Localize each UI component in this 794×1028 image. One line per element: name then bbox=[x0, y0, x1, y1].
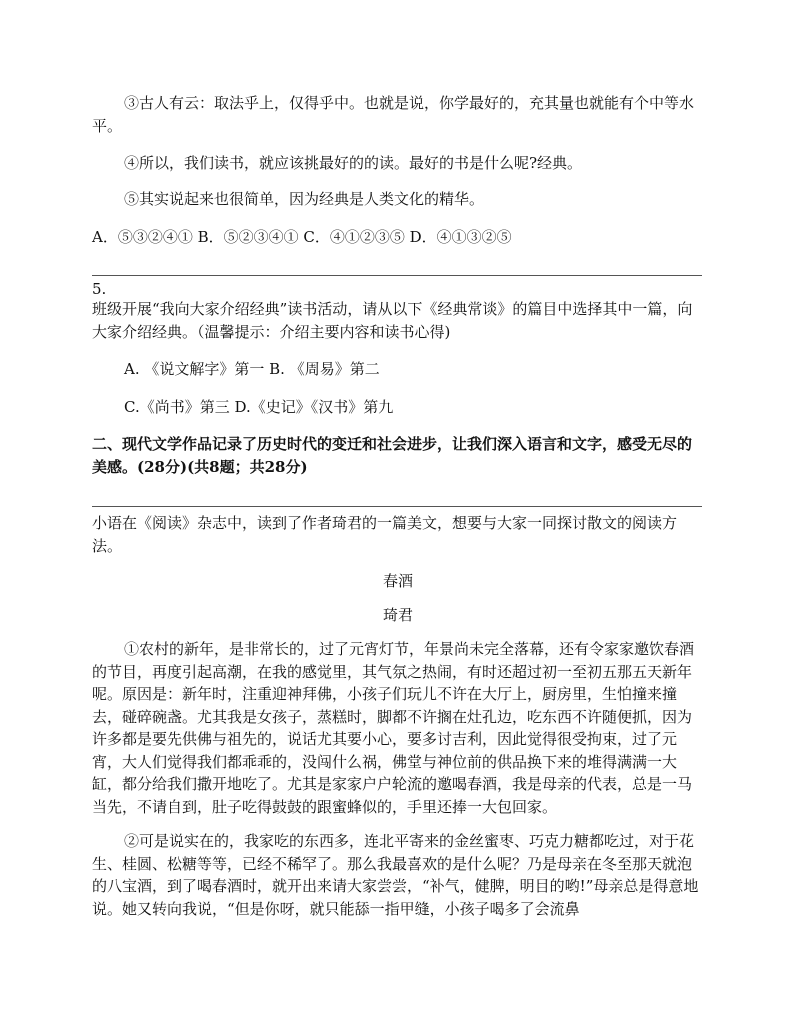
q5-number: 5. bbox=[92, 280, 107, 298]
section-2-heading: 二、现代文学作品记录了历史时代的变迁和社会进步，让我们深入语言和文字，感受无尽的美感。(28分)(共8题；共28分) bbox=[92, 435, 693, 476]
essay-paragraph-1: ①农村的新年，是非常长的，过了元宵灯节，年景尚未完全落幕，还有令家家邀饮春酒的节目，再度引起高潮，在我的感觉里，其气氛之热闹，有时还超过初一至初五那五天新年呢。原因是：新年时，注重迎神拜佛，小孩子们玩儿不许在大厅上，厨房里，生怕撞来撞去，碰碎碗盏。尤其我是女孩子，蒸糕时，脚都不许搁在灶孔边，吃东西不许随便抓，因为许多都是要先供佛与祖先的，说话尤其要小心，要多讨吉利，因此觉得很受拘束，过了元宵，大人们觉得我们都乖乖的，没闯什么祸，佛堂与神位前的供品换下来的堆得满满一大缸，都分给我们撒开地吃了。尤其是家家户户轮流的邀喝春酒，我是母亲的代表，总是一马当先，不请自到，肚子吃得鼓鼓的跟蜜蜂似的，手里还捧一大包回家。 bbox=[92, 640, 695, 816]
essay-paragraph-2: ②可是说实在的，我家吃的东西多，连北平寄来的金丝蜜枣、巧克力糖都吃过，对于花生、桂圆、松糖等等，已经不稀罕了。那么我最喜欢的是什么呢？乃是母亲在冬至那天就泡的八宝酒，到了喝春酒时，就开出来请大家尝尝，“补气，健脾，明目的哟!”母亲总是得意地说。她又转向我说，“但是你呀，就只能舔一指甲缝，小孩子喝多了会流鼻 bbox=[92, 832, 699, 918]
q5-options-ab: A. 《说文解字》第一 B. 《周易》第二 bbox=[124, 360, 380, 378]
divider bbox=[92, 275, 702, 276]
q5-options-cd: C.《尚书》第三 D.《史记》《汉书》第九 bbox=[124, 398, 394, 416]
q4-sentence-4: ④所以，我们读书，就应该挑最好的的读。最好的书是什么呢?经典。 bbox=[124, 154, 583, 172]
essay-title: 春酒 bbox=[382, 572, 413, 590]
q5-prompt: 班级开展“我向大家介绍经典”读书活动，请从以下《经典常谈》的篇目中选择其中一篇，向大家介绍经典。（温馨提示：介绍主要内容和读书心得) bbox=[92, 300, 693, 341]
essay-author: 琦君 bbox=[382, 606, 413, 624]
q4-sentence-5: ⑤其实说起来也很简单，因为经典是人类文化的精华。 bbox=[124, 190, 485, 208]
q4-answer-choices: A．⑤③②④① B．⑤②③④① C．④①②③⑤ D．④①③②⑤ bbox=[92, 228, 512, 246]
reading-intro: 小语在《阅读》杂志中，读到了作者琦君的一篇美文，想要与大家一同探讨散文的阅读方法。 bbox=[92, 514, 678, 555]
q4-sentence-3: ③古人有云：取法乎上，仅得乎中。也就是说，你学最好的，充其量也就能有个中等水平。 bbox=[92, 94, 695, 135]
divider bbox=[92, 506, 702, 507]
